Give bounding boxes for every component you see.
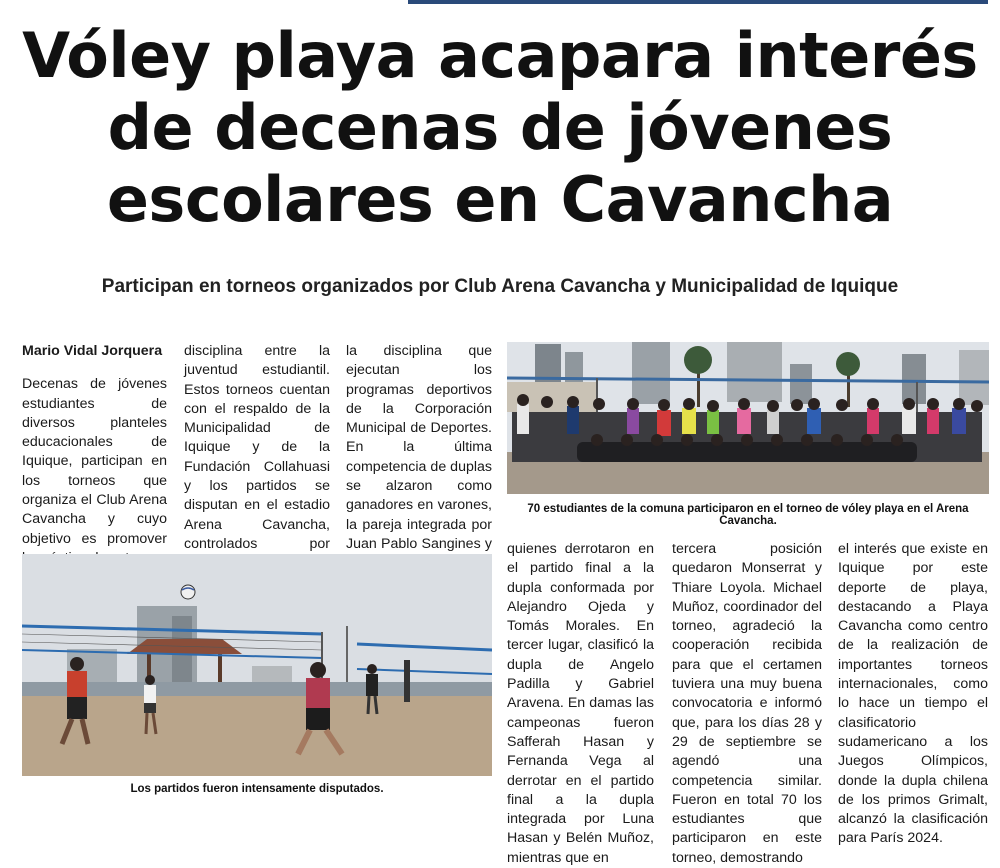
subheadline: Participan en torneos organizados por Club Arena Cavancha y Municipalidad de Iquique <box>101 276 899 297</box>
match-photo-caption: Los partidos fueron intensamente disputados. <box>130 783 384 795</box>
headline-line-1: Vóley playa acapara interés <box>22 19 978 92</box>
article-column-1 <box>22 342 167 568</box>
article-column-3: la disciplina que ejecutan los programas deportivos de la Corporación Municipal de Deportes. En la última competencia de duplas se alzaron como ganadores en varones, la pareja integrada por Juan Pablo Sangines y <box>346 343 492 552</box>
group-photo <box>507 342 989 494</box>
group-photo-illustration <box>507 342 989 494</box>
article-column-5: tercera posición quedaron Monserrat y Thiare Loyola. Michael Muñoz, coordinador del torneo, agradeció la cooperación recibida para que el certamen tuviera una muy buena convocatoria e informó que, para los días 28 y 29 de septiembre se agendó una competencia similar. Fueron en total 70 los estudiantes que participaron en este torneo, demostrando <box>672 541 822 866</box>
headline-line-2: de decenas de jóvenes <box>107 91 893 164</box>
article-column-4: quienes derrotaron en el partido final a la dupla conformada por Alejandro Ojeda y Tomás Morales. En tercer lugar, clasificó la dupla de Angelo Padilla y Gabriel Aravena. En damas las campeonas fueron Safferah Hasan y Fernanda Vega al derrotar en el partido final a la dupla integrada por Luna Hasan y Belén Muñoz, mientras que en <box>507 541 654 866</box>
group-photo-caption: 70 estudiantes de la comuna participaron en el torneo de vóley playa en el Arena Cavancha. <box>527 503 969 527</box>
byline: Mario Vidal Jorquera <box>22 343 163 359</box>
headline-line-3: escolares en Cavancha <box>106 163 894 236</box>
top-accent-bar <box>408 0 988 4</box>
match-photo-illustration <box>22 554 492 776</box>
match-photo <box>22 554 492 776</box>
column-1-text: Decenas de jóvenes estudiantes de diversos planteles educacionales de Iquique, participan en los torneos que organiza el Club Arena Cavancha y cuyo objetivo es promover <box>22 376 167 547</box>
article-column-6: el interés que existe en Iquique por este deporte de playa, destacando a Playa Cavancha como centro de la realización de importantes torneos internacionales, como lo hace un tiempo el clasificatorio sudamericano a los Juegos Olímpicos, donde la dupla chilena de los primos Grimalt, alcanzó la clasificación para París 2024. <box>838 541 988 847</box>
article-column-2: disciplina entre la juventud estudiantil. Estos torneos cuentan con el respaldo de la Municipalidad de Iquique y de la Fundación Collahuasi y los partidos se disputan en el estadio Arena Cavancha, controlados por <box>184 343 330 552</box>
headline <box>0 20 1000 236</box>
